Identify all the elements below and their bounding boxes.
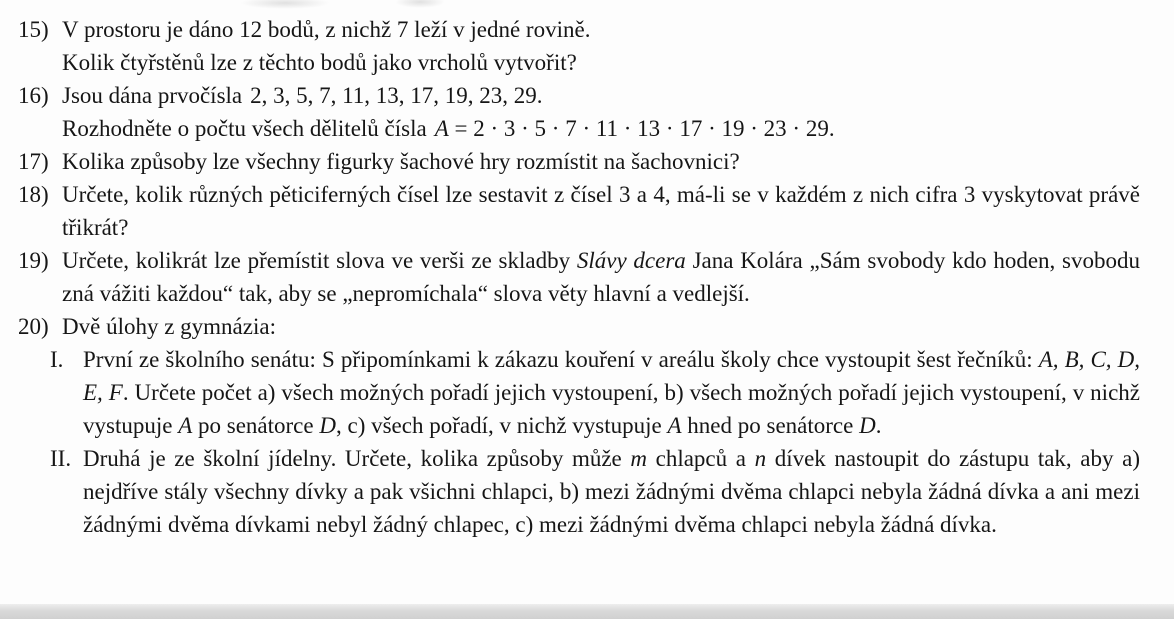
text-segment: Rozhodněte o počtu všech dělitelů čísla <box>62 116 427 141</box>
math-variable: A <box>178 413 193 438</box>
text-segment: Jana Kolára „Sám svobody kdo hoden, svobodu zná vážiti každou“ tak, aby se „nepromíchala“ slova věty hlavní a vedlejší. <box>62 248 1140 306</box>
text-segment: . Určete počet a) všech možných pořadí jejich vystoupení, b) všech možných pořadí jejich vystoupení, v nichž vystupuje <box>83 380 1140 438</box>
primes-list: 2, 3, 5, 7, 11, 13, 17, 19, 23, 29. <box>250 83 543 108</box>
text-segment: po senátorce <box>192 413 320 438</box>
text-segment: , c) všech pořadí, v nichž vystupuje <box>335 413 668 438</box>
problem-number: 18) <box>18 182 49 207</box>
math-expression: = 2 · 3 · 5 · 7 · 11 · 13 · 17 · 19 · 23 · 29. <box>448 116 835 141</box>
problem-19 <box>18 244 1140 310</box>
math-variable: D <box>319 413 336 438</box>
problem-text <box>62 145 1140 178</box>
problem-line: V prostoru je dáno 12 bodů, z nichž 7 leží v jedné rovině. <box>62 17 591 42</box>
text-segment: Určete, kolikrát lze přemístit slova ve verši ze skladby <box>62 248 577 273</box>
text-segment: chlapců a <box>647 446 755 471</box>
speaker-letters: A, B, C, D, E, F <box>83 347 1140 405</box>
problem-line <box>62 112 1140 145</box>
math-variable: D <box>859 413 876 438</box>
problem-text <box>62 244 1140 310</box>
math-variable: A <box>434 116 449 141</box>
subproblem-label: I. <box>50 347 64 372</box>
problem-number: 19) <box>18 248 49 273</box>
problem-17 <box>18 145 1140 178</box>
subproblem-text <box>83 343 1140 442</box>
problem-text: Určete, kolik různých pěticiferných čísel lze sestavit z čísel 3 a 4, má-li se v každém z nich cifra 3 vyskytovat právě třikrát? <box>62 182 1140 240</box>
problem-line: Kolika způsoby lze všechny figurky šachové hry rozmístit na šachovnici? <box>62 149 740 174</box>
text-segment: První ze školního senátu: S připomínkami k zákazu kouření v areálu školy chce vystoupit šest řečníků: <box>83 347 1039 372</box>
math-variable: A <box>667 413 682 438</box>
problem-number: 16) <box>18 83 49 108</box>
scan-edge <box>0 604 1174 619</box>
problem-number: 20) <box>18 314 49 339</box>
text-segment: Druhá je ze školní jídelny. Určete, kolika způsoby může <box>83 446 631 471</box>
subproblem-label: II. <box>50 446 72 471</box>
problem-15 <box>18 13 1140 79</box>
text-segment: Jsou dána prvočísla <box>62 83 243 108</box>
problem-number: 15) <box>18 17 49 42</box>
problem-20 <box>18 310 1140 343</box>
problem-heading: Dvě úlohy z gymnázia: <box>62 314 276 339</box>
problem-line <box>62 79 1140 112</box>
text-segment: . <box>875 413 882 438</box>
subproblem-2 <box>18 442 1140 541</box>
problem-text <box>62 13 1140 79</box>
subproblem-1 <box>18 343 1140 442</box>
subproblem-text <box>83 442 1140 541</box>
work-title: Slávy dcera <box>576 248 686 273</box>
text-segment: hned po senátorce <box>681 413 860 438</box>
math-variable: m <box>630 446 647 471</box>
problem-text <box>62 79 1140 145</box>
scan-smudge <box>395 0 445 8</box>
problem-line: Kolik čtyřstěnů lze z těchto bodů jako vrcholů vytvořit? <box>62 50 577 75</box>
problem-16 <box>18 79 1140 145</box>
scan-smudge <box>240 0 330 9</box>
problem-18 <box>18 178 1140 244</box>
problem-number: 17) <box>18 149 49 174</box>
math-variable: n <box>754 446 767 471</box>
text-segment: dívek nastoupit do zástupu tak, aby a) nejdříve stály všechny dívky a pak všichni chlapci, b) mezi žádnými dvěma chlapci nebyla žádná dívka a ani mezi žádnými dvěma dívkami nebyl žádný chlapec, c) mezi žádnými dvěma chlapci nebyla žádná dívka. <box>83 446 1140 537</box>
